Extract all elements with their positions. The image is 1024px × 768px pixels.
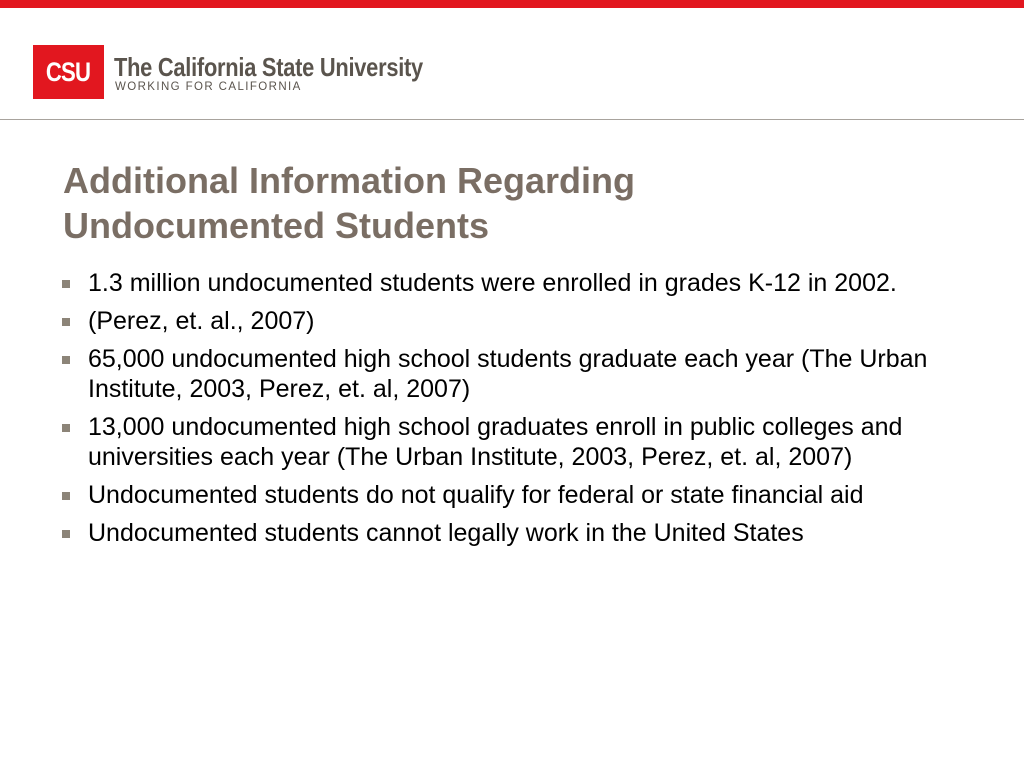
- title-line-2: Undocumented Students: [63, 205, 490, 246]
- bullet-text: Undocumented students cannot legally work in the United States: [88, 519, 804, 547]
- slide-title: [63, 158, 963, 248]
- list-item: [62, 268, 962, 298]
- csu-logo-icon: [33, 45, 104, 99]
- bullet-text: 13,000 undocumented high school graduates enroll in public colleges and universities each year (The Urban Institute, 2003, Perez, et. al, 2007): [88, 413, 903, 471]
- bullet-text: 65,000 undocumented high school students graduate each year (The Urban Institute, 2003, Perez, et. al, 2007): [88, 345, 928, 403]
- square-bullet-icon: [62, 530, 70, 538]
- list-item: [62, 306, 962, 336]
- tagline: WORKING FOR CALIFORNIA: [115, 81, 302, 93]
- list-item: [62, 412, 962, 472]
- square-bullet-icon: [62, 492, 70, 500]
- square-bullet-icon: [62, 356, 70, 364]
- bullet-list: [62, 268, 962, 556]
- top-accent-bar: [0, 0, 1024, 8]
- header: [0, 8, 1024, 119]
- list-item: [62, 480, 962, 510]
- list-item: [62, 518, 962, 548]
- bullet-text: 1.3 million undocumented students were enrolled in grades K-12 in 2002.: [88, 269, 897, 297]
- title-line-1: Additional Information Regarding: [63, 160, 635, 201]
- bullet-text: (Perez, et. al., 2007): [88, 307, 315, 335]
- square-bullet-icon: [62, 424, 70, 432]
- square-bullet-icon: [62, 318, 70, 326]
- bullet-text: Undocumented students do not qualify for federal or state financial aid: [88, 481, 864, 509]
- logo-text: CSU: [46, 56, 91, 87]
- university-name: The California State University: [114, 52, 423, 82]
- square-bullet-icon: [62, 280, 70, 288]
- header-divider: [0, 119, 1024, 120]
- list-item: [62, 344, 962, 404]
